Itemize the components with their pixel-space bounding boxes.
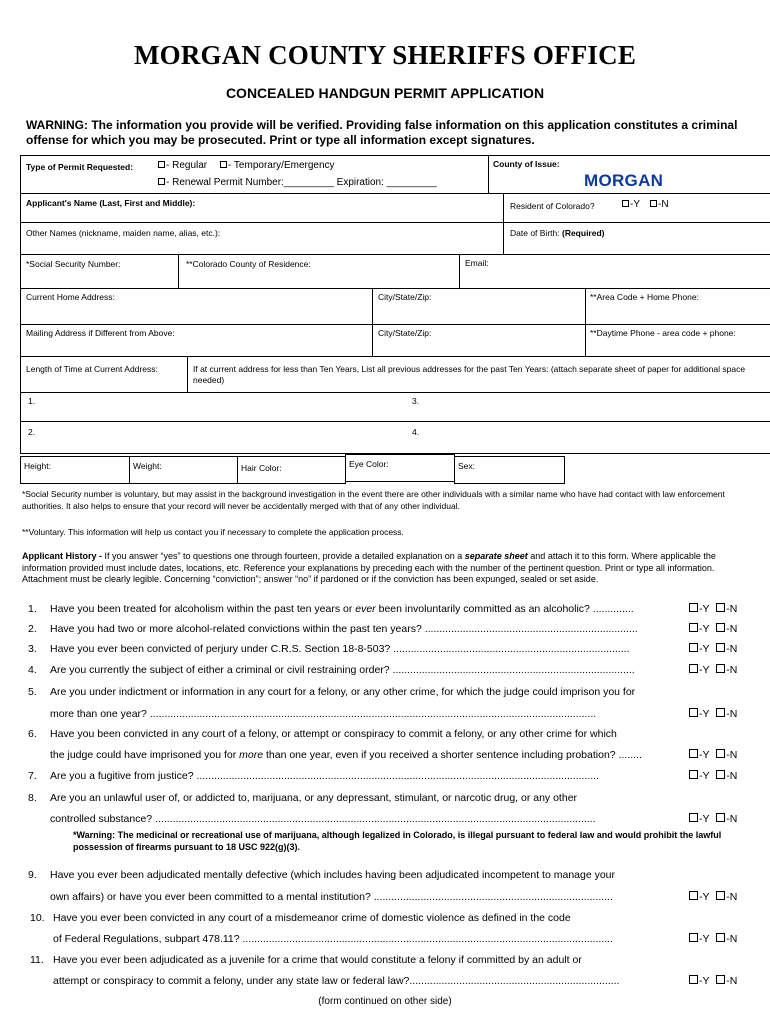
- yes-checkbox-icon[interactable]: [689, 975, 698, 984]
- yes-label: -Y: [699, 770, 713, 782]
- yes-checkbox-icon[interactable]: [689, 603, 698, 612]
- question-text: Are you a fugitive from justice? ..........................................................................................................................................: [50, 770, 600, 782]
- checkbox-icon[interactable]: [622, 200, 629, 207]
- county-of-issue-label: County of Issue:: [493, 159, 560, 169]
- question-number: 4.: [28, 664, 37, 676]
- no-checkbox-icon[interactable]: [716, 770, 725, 779]
- eye-color-field[interactable]: Eye Color:: [345, 454, 455, 482]
- previous-addresses-label: If at current address for less than Ten Years, List all previous addresses for the past Ten Years: (attach separate sheet of paper for additional space needed): [193, 364, 746, 385]
- question-text: more than one year? .........................................................................................................................................................: [50, 708, 597, 720]
- no-checkbox-icon[interactable]: [716, 813, 725, 822]
- no-label: -N: [726, 749, 738, 761]
- question-text: Are you an unlawful user of, or addicted to, marijuana, or any depressant, stimulant, or narcotic drug, or any other: [50, 792, 578, 804]
- question-number: 8.: [28, 792, 37, 804]
- mailing-city-state-zip-label: City/State/Zip:: [378, 328, 432, 338]
- no-checkbox-icon[interactable]: [716, 749, 725, 758]
- no-label: -N: [726, 891, 738, 903]
- warning-text: WARNING: The information you provide will be verified. Providing false information on this application constitutes a criminal offense for which you may be prosecuted. Print or type all information except signatures.: [26, 118, 738, 147]
- ssn-label: *Social Security Number:: [26, 259, 121, 269]
- no-label: -N: [726, 603, 738, 615]
- height-field[interactable]: Height:: [20, 456, 130, 484]
- yes-label: -Y: [699, 813, 713, 825]
- question-number: 10.: [30, 912, 45, 924]
- question-text: controlled substance? .......................................................................................................................................................: [50, 813, 596, 825]
- permit-option-temporary[interactable]: - Temporary/Emergency: [220, 160, 335, 171]
- yes-label: -Y: [699, 603, 713, 615]
- yes-checkbox-icon[interactable]: [689, 749, 698, 758]
- yes-no-checkboxes[interactable]: [689, 813, 737, 825]
- other-names-label: Other Names (nickname, maiden name, alias, etc.):: [26, 228, 221, 238]
- county-residence-label: **Colorado County of Residence:: [186, 259, 311, 269]
- applicant-history-intro: Applicant History - If you answer “yes” to questions one through fourteen, provide a detailed explanation on a separate sheet and attach it to this form. Where applicable the information provided must include dates, locations, etc. Reference your explanations by preceding each with the number of the pertinent question. Print or type all information. Attachment must be clearly legible. Concerning “conviction”; answer “no” if pardoned or if the conviction has been expunged, sealed or set aside.: [22, 551, 716, 584]
- daytime-phone-label: **Daytime Phone - area code + phone:: [590, 328, 736, 338]
- question-number: 1.: [28, 603, 37, 615]
- question-text: Are you currently the subject of either a criminal or civil restraining order? ...................................................................................: [50, 664, 635, 676]
- yes-label: -Y: [699, 664, 713, 676]
- continued-footer: (form continued on other side): [318, 996, 452, 1007]
- previous-address-3[interactable]: 3.: [412, 396, 420, 406]
- yes-no-checkboxes[interactable]: [689, 891, 737, 903]
- question-text: Are you under indictment or information in any court for a felony, or any other crime, for which the judge could imprison you for: [50, 686, 636, 698]
- city-state-zip-label: City/State/Zip:: [378, 292, 432, 302]
- no-label: -N: [726, 664, 738, 676]
- no-label: -N: [726, 813, 738, 825]
- yes-label: -Y: [699, 891, 713, 903]
- sex-field[interactable]: Sex:: [454, 456, 565, 484]
- yes-label: -Y: [699, 933, 713, 945]
- voluntary-note: **Voluntary. This information will help us contact you if necessary to complete the application process.: [22, 527, 404, 537]
- dob-required: (Required): [561, 228, 605, 238]
- checkbox-icon[interactable]: [650, 200, 657, 207]
- no-label: -N: [726, 623, 738, 635]
- yes-label: -Y: [699, 749, 713, 761]
- yes-label: -Y: [699, 623, 713, 635]
- checkbox-icon[interactable]: [158, 178, 165, 185]
- previous-address-2[interactable]: 2.: [28, 427, 36, 437]
- mailing-address-label: Mailing Address if Different from Above:: [26, 328, 175, 338]
- resident-label: Resident of Colorado?: [510, 201, 595, 211]
- permit-type-label: Type of Permit Requested:: [26, 162, 134, 172]
- yes-checkbox-icon[interactable]: [689, 623, 698, 632]
- question-text: Have you ever been convicted in any court of a misdemeanor crime of domestic violence as defined in the code: [53, 912, 571, 924]
- hair-color-field[interactable]: Hair Color:: [237, 456, 346, 484]
- no-label: -N: [726, 975, 738, 987]
- no-label: -N: [726, 708, 738, 720]
- yes-no-checkboxes[interactable]: [689, 770, 737, 782]
- checkbox-icon[interactable]: [220, 161, 227, 168]
- no-checkbox-icon[interactable]: [716, 708, 725, 717]
- no-checkbox-icon[interactable]: [716, 975, 725, 984]
- yes-no-checkboxes[interactable]: [689, 603, 737, 615]
- yes-no-checkboxes[interactable]: [689, 643, 737, 655]
- question-number: 11.: [30, 954, 44, 966]
- yes-no-checkboxes[interactable]: [689, 933, 737, 945]
- marijuana-warning: *Warning: The medicinal or recreational use of marijuana, although legalized in Colorado, is illegal pursuant to federal law and would prohibit the lawful possession of firearms pursuant to 18 USC 922(g)(3).: [73, 830, 722, 852]
- no-checkbox-icon[interactable]: [716, 891, 725, 900]
- question-text: Have you ever been adjudicated as a juvenile for a crime that would constitute a felony if committed by an adult or: [53, 954, 582, 966]
- question-number: 2.: [28, 623, 37, 635]
- permit-option-regular[interactable]: - Regular: [158, 160, 207, 171]
- checkbox-icon[interactable]: [158, 161, 165, 168]
- ssn-note: *Social Security number is voluntary, but may assist in the background investigation in the event there are other individuals with a similar name who have had contact with law enforcement authorities. It also helps to ensure that your record will never be accidentally merged with that of any other individual.: [22, 489, 725, 511]
- no-checkbox-icon[interactable]: [716, 933, 725, 942]
- question-text: Have you ever been adjudicated mentally defective (which includes having been adjudicated incompetent to manage your: [50, 869, 616, 881]
- question-number: 3.: [28, 643, 37, 655]
- question-text: Have you ever been convicted of perjury under C.R.S. Section 18-8-503? .................................................................................: [50, 643, 630, 655]
- no-checkbox-icon[interactable]: [716, 643, 725, 652]
- question-text: attempt or conspiracy to commit a felony, under any state law or federal law?........................................................................: [53, 975, 620, 987]
- yes-label: -Y: [699, 975, 713, 987]
- question-text: own affairs) or have you ever been committed to a mental institution? ..................................................................................: [50, 891, 613, 903]
- yes-checkbox-icon[interactable]: [689, 813, 698, 822]
- yes-no-checkboxes[interactable]: [689, 623, 737, 635]
- weight-field[interactable]: Weight:: [129, 456, 238, 484]
- yes-checkbox-icon[interactable]: [689, 664, 698, 673]
- yes-checkbox-icon[interactable]: [689, 891, 698, 900]
- county-of-issue-value[interactable]: MORGAN: [584, 171, 664, 190]
- home-address-label: Current Home Address:: [26, 292, 115, 302]
- page-title: MORGAN COUNTY SHERIFFS OFFICE: [133, 40, 637, 70]
- question-text: of Federal Regulations, subpart 478.11? ...............................................................................................................................: [53, 933, 614, 945]
- question-number: 5.: [28, 686, 37, 698]
- permit-option-renewal[interactable]: - Renewal Permit Number:_________ Expiration: _________: [158, 177, 437, 188]
- dob-label: Date of Birth: (Required): [510, 228, 605, 238]
- question-text: Have you had two or more alcohol-related convictions within the past ten years? .........................................................................: [50, 623, 638, 635]
- resident-yes[interactable]: -Y: [622, 199, 640, 210]
- yes-no-checkboxes[interactable]: [689, 749, 737, 761]
- previous-address-1[interactable]: 1.: [28, 396, 36, 406]
- yes-checkbox-icon[interactable]: [689, 643, 698, 652]
- question-text: Have you been treated for alcoholism within the past ten years or ever been involuntarily committed as an alcoholic? ..............: [50, 603, 634, 615]
- form-subtitle: CONCEALED HANDGUN PERMIT APPLICATION: [225, 85, 545, 101]
- yes-label: -Y: [699, 708, 713, 720]
- applicant-name-label: Applicant's Name (Last, First and Middle):: [26, 198, 196, 208]
- previous-address-4[interactable]: 4.: [412, 427, 420, 437]
- question-text: Have you been convicted in any court of a felony, or attempt or conspiracy to commit a felony, or any other crime for which: [50, 728, 617, 740]
- resident-no[interactable]: -N: [650, 199, 669, 210]
- no-checkbox-icon[interactable]: [716, 623, 725, 632]
- question-number: 6.: [28, 728, 37, 740]
- no-label: -N: [726, 770, 738, 782]
- yes-checkbox-icon[interactable]: [689, 708, 698, 717]
- no-checkbox-icon[interactable]: [716, 664, 725, 673]
- yes-no-checkboxes[interactable]: [689, 975, 737, 987]
- no-label: -N: [726, 643, 738, 655]
- yes-checkbox-icon[interactable]: [689, 933, 698, 942]
- yes-no-checkboxes[interactable]: [689, 664, 737, 676]
- yes-label: -Y: [699, 643, 713, 655]
- yes-no-checkboxes[interactable]: [689, 708, 737, 720]
- length-time-label: Length of Time at Current Address:: [26, 364, 158, 374]
- question-number: 7.: [28, 770, 37, 782]
- question-text: the judge could have imprisoned you for more than one year, even if you received a shorter sentence including probation? ........: [50, 749, 642, 761]
- home-phone-label: **Area Code + Home Phone:: [590, 292, 699, 302]
- no-checkbox-icon[interactable]: [716, 603, 725, 612]
- no-label: -N: [726, 933, 738, 945]
- email-label: Email:: [465, 258, 489, 268]
- yes-checkbox-icon[interactable]: [689, 770, 698, 779]
- question-number: 9.: [28, 869, 37, 881]
